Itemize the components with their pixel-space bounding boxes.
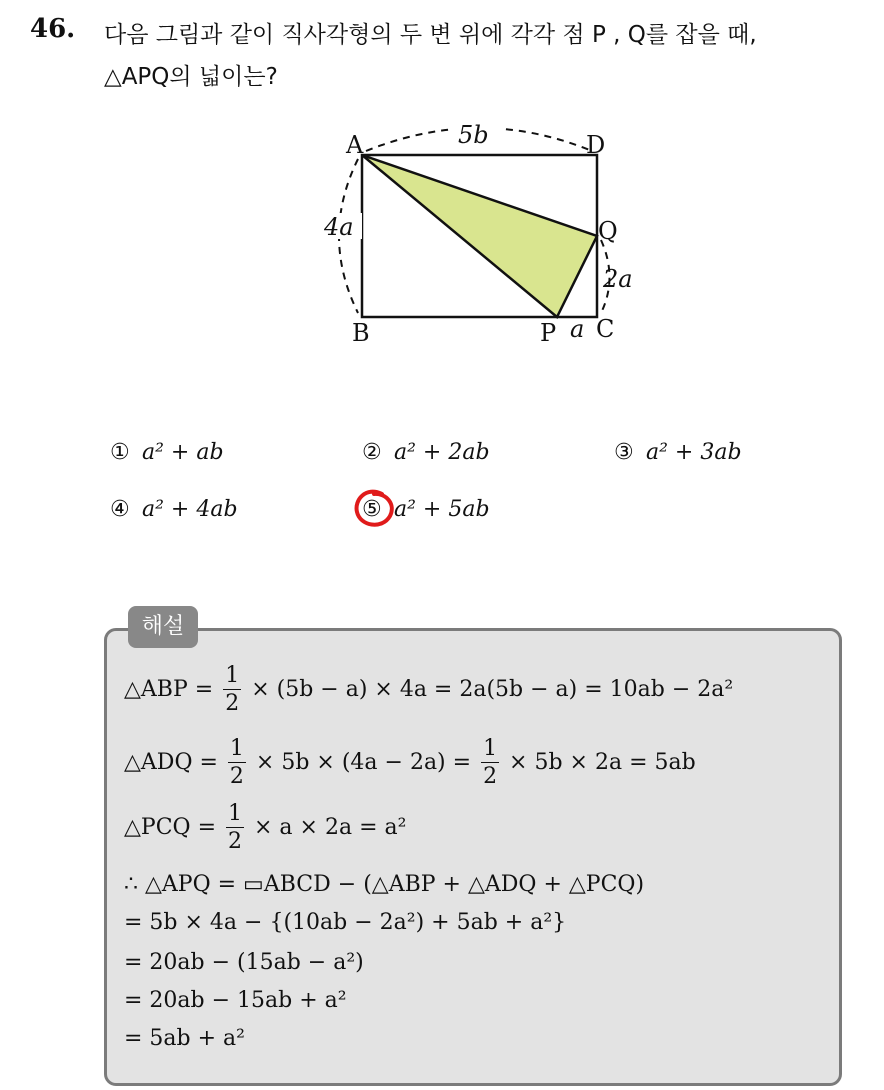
fraction-half: $\frac{1}{2}$ [483,736,498,789]
choice-expression: a² + 3ab [646,440,742,465]
label-a: A [346,131,364,159]
geometry-diagram [300,115,660,355]
fraction-half: $\frac{1}{2}$ [229,736,244,789]
choice-expression: a² + 5ab [394,497,490,522]
solution-line-8: = 5ab + a² [124,1026,245,1051]
fraction-half: $\frac{1}{2}$ [228,801,243,854]
answer-circle-mark [352,488,396,530]
choice-4[interactable] [110,497,238,522]
dim-bottom: a [570,315,585,343]
solution-line-1: △ABP = $\frac{1}{2}$ × (5b − a) × 4a = 2a(5b − a) = 10ab − 2a² [124,663,734,716]
triangle-apq [362,155,597,317]
question-number: 46. [30,14,76,44]
label-d: D [586,131,606,159]
label-b: B [352,319,370,347]
solution-tag: 해설 [128,606,198,648]
solution-line-6: = 20ab − (15ab − a²) [124,950,364,975]
choice-expression: a² + 2ab [394,440,490,465]
choice-number: ② [362,440,382,465]
solution-line-2: △ADQ = $\frac{1}{2}$ × 5b × (4a − 2a) = $\frac{1}{2}$ × 5b × 2a = 5ab [124,736,696,789]
dim-right: 2a [603,265,633,293]
solution-line-4: ∴ △APQ = ▭ABCD − (△ABP + △ADQ + △PCQ) [124,872,645,897]
question-text-line1: 다음 그림과 같이 직사각형의 두 변 위에 각각 점 P , Q를 잡을 때, [104,22,757,48]
dim-left: 4a [324,213,354,241]
choice-number: ③ [614,440,634,465]
rectangle-figure [300,115,660,355]
dim-top: 5b [458,121,489,149]
label-p: P [540,319,557,347]
solution-line-3: △PCQ = $\frac{1}{2}$ × a × 2a = a² [124,801,407,854]
choice-2[interactable] [362,440,490,465]
choice-1[interactable] [110,440,224,465]
solution-line-7: = 20ab − 15ab + a² [124,988,347,1013]
label-c: C [596,315,615,343]
label-q: Q [598,217,618,245]
choice-expression: a² + ab [142,440,224,465]
solution-line-5: = 5b × 4a − {(10ab − 2a²) + 5ab + a²} [124,910,567,935]
choice-expression: a² + 4ab [142,497,238,522]
choice-number: ① [110,440,130,465]
question-text-line2: △APQ의 넓이는? [104,64,278,90]
fraction-half: $\frac{1}{2}$ [225,663,240,716]
choice-3[interactable] [614,440,742,465]
choice-number: ⑤ [362,497,382,522]
choice-number: ④ [110,497,130,522]
